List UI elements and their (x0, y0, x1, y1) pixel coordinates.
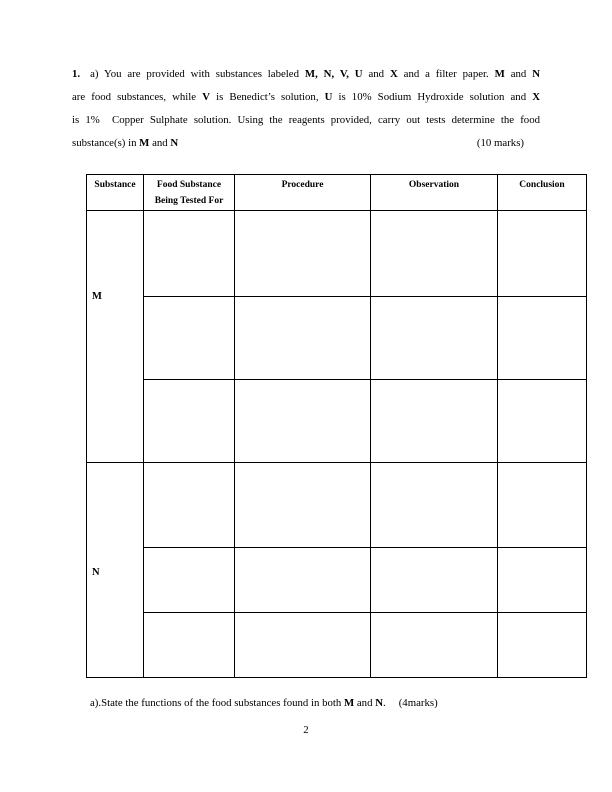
text-segment: a).State the functions of the food substances found in both (90, 697, 344, 709)
answer-cell (144, 297, 235, 380)
marks-label: (10 marks) (476, 137, 524, 149)
answer-cell (144, 380, 235, 463)
text-segment: and (362, 68, 390, 80)
text-segment: and (149, 137, 171, 149)
answer-cell (371, 613, 498, 678)
text-segment: N (170, 137, 179, 149)
col-header-substance (87, 175, 144, 211)
text-segment: N (532, 68, 540, 80)
text-segment: a) You are provided with substances labeled (90, 68, 305, 80)
table-row (87, 548, 587, 613)
answer-cell (144, 613, 235, 678)
substance-n-cell (87, 463, 144, 678)
substance-n-label: N (92, 567, 100, 578)
answer-cell (235, 297, 371, 380)
answer-cell (498, 548, 587, 613)
text-segment: is 10% Sodium Hydroxide solution and (332, 91, 533, 103)
answer-cell (371, 297, 498, 380)
text-segment: M, N, V, U (304, 68, 363, 80)
text-segment: U (324, 91, 333, 103)
answer-cell (235, 613, 371, 678)
text-segment: M (343, 697, 355, 709)
question-paragraph (72, 63, 540, 155)
text-segment: and (504, 68, 533, 80)
text-segment: substance(s) in (72, 137, 140, 149)
table-row (87, 613, 587, 678)
text-segment: is Benedict’s solution, (210, 91, 325, 103)
answer-cell (235, 380, 371, 463)
text-segment: V (202, 91, 210, 103)
text-segment: X (532, 91, 541, 103)
test-results-table (86, 174, 587, 678)
marks-label: (4marks) (398, 697, 438, 709)
question-line-1 (72, 63, 540, 86)
col-header-label: Substance (94, 180, 136, 190)
answer-cell (498, 211, 587, 297)
text-segment: are food substances, while (72, 91, 203, 103)
table-row (87, 297, 587, 380)
text-segment: is 1% Copper Sulphate solution. Using the reagents provided, carry out tests determine the food (72, 114, 540, 126)
col-header-label: Food Substance (156, 180, 222, 190)
table-row (87, 380, 587, 463)
question-number: 1. (72, 68, 81, 80)
page-number: 2 (303, 724, 309, 736)
answer-cell (498, 380, 587, 463)
table-row (87, 211, 587, 297)
col-header-label: Conclusion (519, 180, 565, 190)
text-segment: and a filter paper. (397, 68, 495, 80)
text-segment: X (389, 68, 398, 80)
table-row (87, 463, 587, 548)
col-header-label: Being Tested For (154, 196, 224, 206)
col-header-observation (371, 175, 498, 211)
answer-cell (235, 211, 371, 297)
answer-cell (144, 463, 235, 548)
answer-cell (371, 463, 498, 548)
answer-cell (235, 548, 371, 613)
text-segment: N (375, 697, 383, 709)
answer-cell (144, 548, 235, 613)
question-line-3 (72, 109, 540, 132)
text-segment: . (383, 697, 386, 709)
col-header-label: Procedure (281, 180, 324, 190)
col-header-procedure (235, 175, 371, 211)
answer-cell (371, 380, 498, 463)
question-line-4 (72, 132, 540, 155)
answer-cell (498, 297, 587, 380)
answer-cell (498, 463, 587, 548)
answer-cell (235, 463, 371, 548)
answer-cell (371, 548, 498, 613)
substance-m-cell (87, 211, 144, 463)
col-header-label: Observation (408, 180, 460, 190)
col-header-food-substance (144, 175, 235, 211)
col-header-conclusion (498, 175, 587, 211)
text-segment: and (354, 697, 376, 709)
footer-question (90, 695, 560, 711)
question-line-2 (72, 86, 540, 109)
answer-cell (371, 211, 498, 297)
text-segment: M (139, 137, 150, 149)
text-segment: M (494, 68, 505, 80)
table-header-row (87, 175, 587, 211)
substance-m-label: M (92, 291, 102, 302)
answer-cell (144, 211, 235, 297)
answer-cell (498, 613, 587, 678)
